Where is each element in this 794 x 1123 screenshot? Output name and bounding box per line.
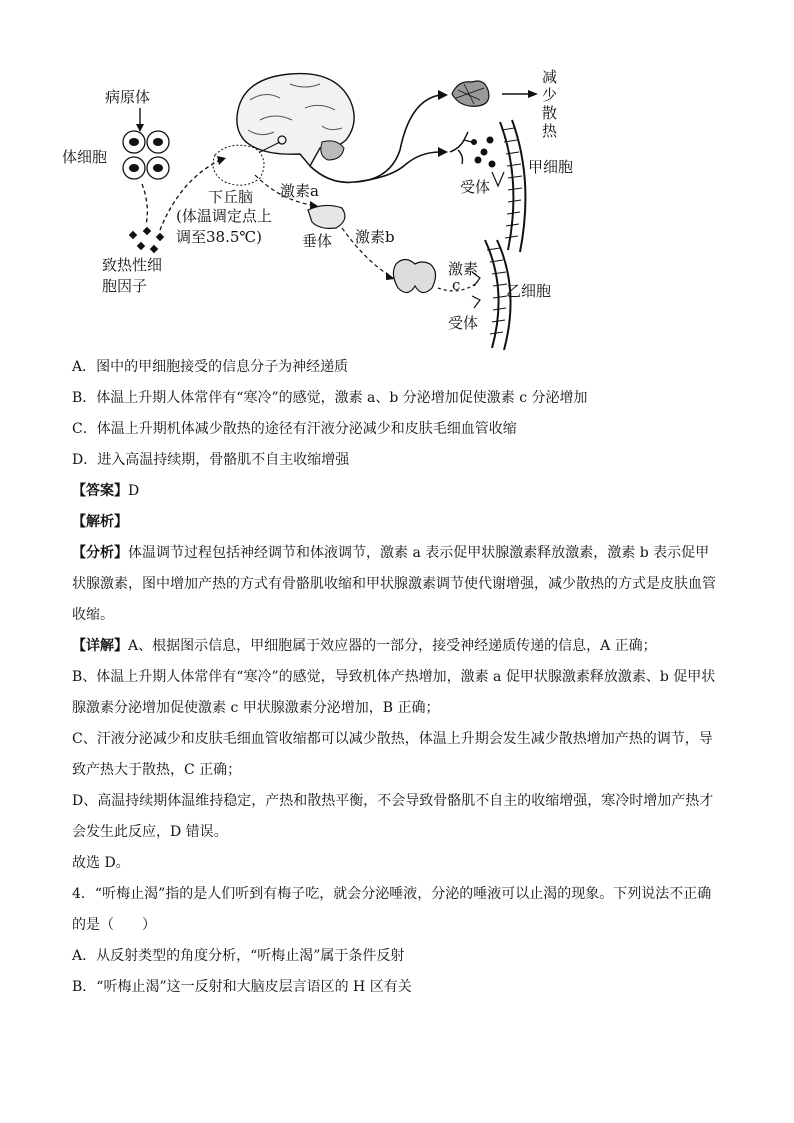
skin-vessel — [452, 81, 489, 106]
analysis-paragraph — [72, 538, 722, 631]
receptor-symbol-top — [492, 172, 504, 186]
pituitary-shape — [308, 205, 345, 228]
label-reduce-heat-1: 减 — [542, 68, 558, 86]
cells-to-pyrogen-arrow — [142, 184, 147, 225]
pyrogen-molecules — [129, 227, 164, 253]
label-pyrogen-2: 胞因子 — [102, 277, 148, 295]
body-cells — [123, 131, 169, 179]
question-body — [72, 352, 722, 1003]
label-hormone-c-1: 激素 — [448, 260, 479, 278]
cell-yi-membrane — [472, 240, 511, 350]
label-body-cell: 体细胞 — [62, 148, 108, 166]
question-4-option-a: A．从反射类型的角度分析，“听梅止渴”属于条件反射 — [72, 948, 405, 964]
label-cell-jia: 甲细胞 — [528, 158, 574, 176]
answer-line — [72, 476, 722, 507]
diagram-svg — [60, 60, 620, 360]
label-reduce-heat-2: 少 — [542, 86, 558, 104]
analysis-text: 体温调节过程包括神经调节和体液调节，激素 a 表示促甲状腺激素释放激素，激素 b 表示促甲状腺激素，图中增加产热的方式有骨骼肌收缩和甲状腺激素调节使代谢增强，减少散热的方式是皮肤血管收缩。 — [72, 545, 716, 623]
label-pyrogen-1: 致热性细 — [102, 256, 163, 274]
temperature-regulation-diagram — [60, 60, 620, 360]
detail-paragraph-a — [72, 631, 722, 662]
option-b: B．体温上升期人体常伴有“寒冷”的感觉，激素 a、b 分泌增加促使激素 c 分泌增加 — [72, 390, 588, 406]
detail-paragraph-b: B、体温上升期人体常伴有“寒冷”的感觉，导致机体产热增加，激素 a 促甲状腺激素释放激素、b 促甲状腺激素分泌增加促使激素 c 甲状腺激素分泌增加，B 正确； — [72, 669, 716, 716]
question-4-option-b: B．“听梅止渴”这一反射和大脑皮层言语区的 H 区有关 — [72, 979, 412, 995]
analysis-label: 【分析】 — [72, 545, 128, 561]
label-receptor-bottom: 受体 — [448, 314, 479, 332]
hypothalamus-outline — [213, 145, 264, 185]
label-hormone-c-2: c — [452, 276, 461, 294]
label-reduce-heat-4: 热 — [542, 122, 558, 140]
option-d: D．进入高温持续期，骨骼肌不自主收缩增强 — [72, 452, 350, 468]
answer-value: D — [128, 483, 140, 499]
detail-label: 【详解】 — [72, 638, 128, 654]
label-setpoint-1: (体温调定点上 — [176, 207, 272, 225]
analysis-heading: 【解析】 — [72, 514, 128, 530]
label-setpoint-2: 调至38.5℃) — [176, 228, 263, 246]
label-pituitary: 垂体 — [302, 232, 333, 250]
label-cell-yi: 乙细胞 — [506, 282, 552, 300]
brain-illustration — [237, 74, 354, 166]
question-4-stem: 4．“听梅止渴”指的是人们听到有梅子吃，就会分泌唾液，分泌的唾液可以止渴的现象。下列说法不正确的是（ ） — [72, 886, 712, 933]
detail-conclusion: 故选 D。 — [72, 855, 130, 871]
label-reduce-heat-3: 散 — [542, 104, 558, 122]
nerve-ending-jia — [450, 132, 496, 168]
detail-paragraph-c: C、汗液分泌减少和皮肤毛细血管收缩都可以减少散热，体温上升期会发生减少散热增加产热的调节，导致产热大于散热，C 正确； — [72, 731, 713, 778]
option-a: A．图中的甲细胞接受的信息分子为神经递质 — [72, 359, 349, 375]
answer-label: 【答案】 — [72, 483, 128, 499]
label-hormone-b: 激素b — [355, 228, 395, 246]
thyroid-shape — [393, 260, 435, 293]
detail-a-text: A、根据图示信息，甲细胞属于效应器的一部分，接受神经递质传递的信息，A 正确； — [128, 638, 657, 654]
option-c: C．体温上升期机体减少散热的途径有汗液分泌减少和皮肤毛细血管收缩 — [72, 421, 517, 437]
label-hormone-a: 激素a — [280, 182, 319, 200]
label-hypothalamus: 下丘脑 — [208, 188, 254, 206]
detail-paragraph-d: D、高温持续期体温维持稳定，产热和散热平衡，不会导致骨骼肌不自主的收缩增强，寒冷时增加产热才会发生此反应，D 错误。 — [72, 793, 714, 840]
label-pathogen: 病原体 — [105, 88, 151, 106]
cell-jia-membrane — [500, 120, 525, 252]
label-receptor-top: 受体 — [460, 178, 491, 196]
